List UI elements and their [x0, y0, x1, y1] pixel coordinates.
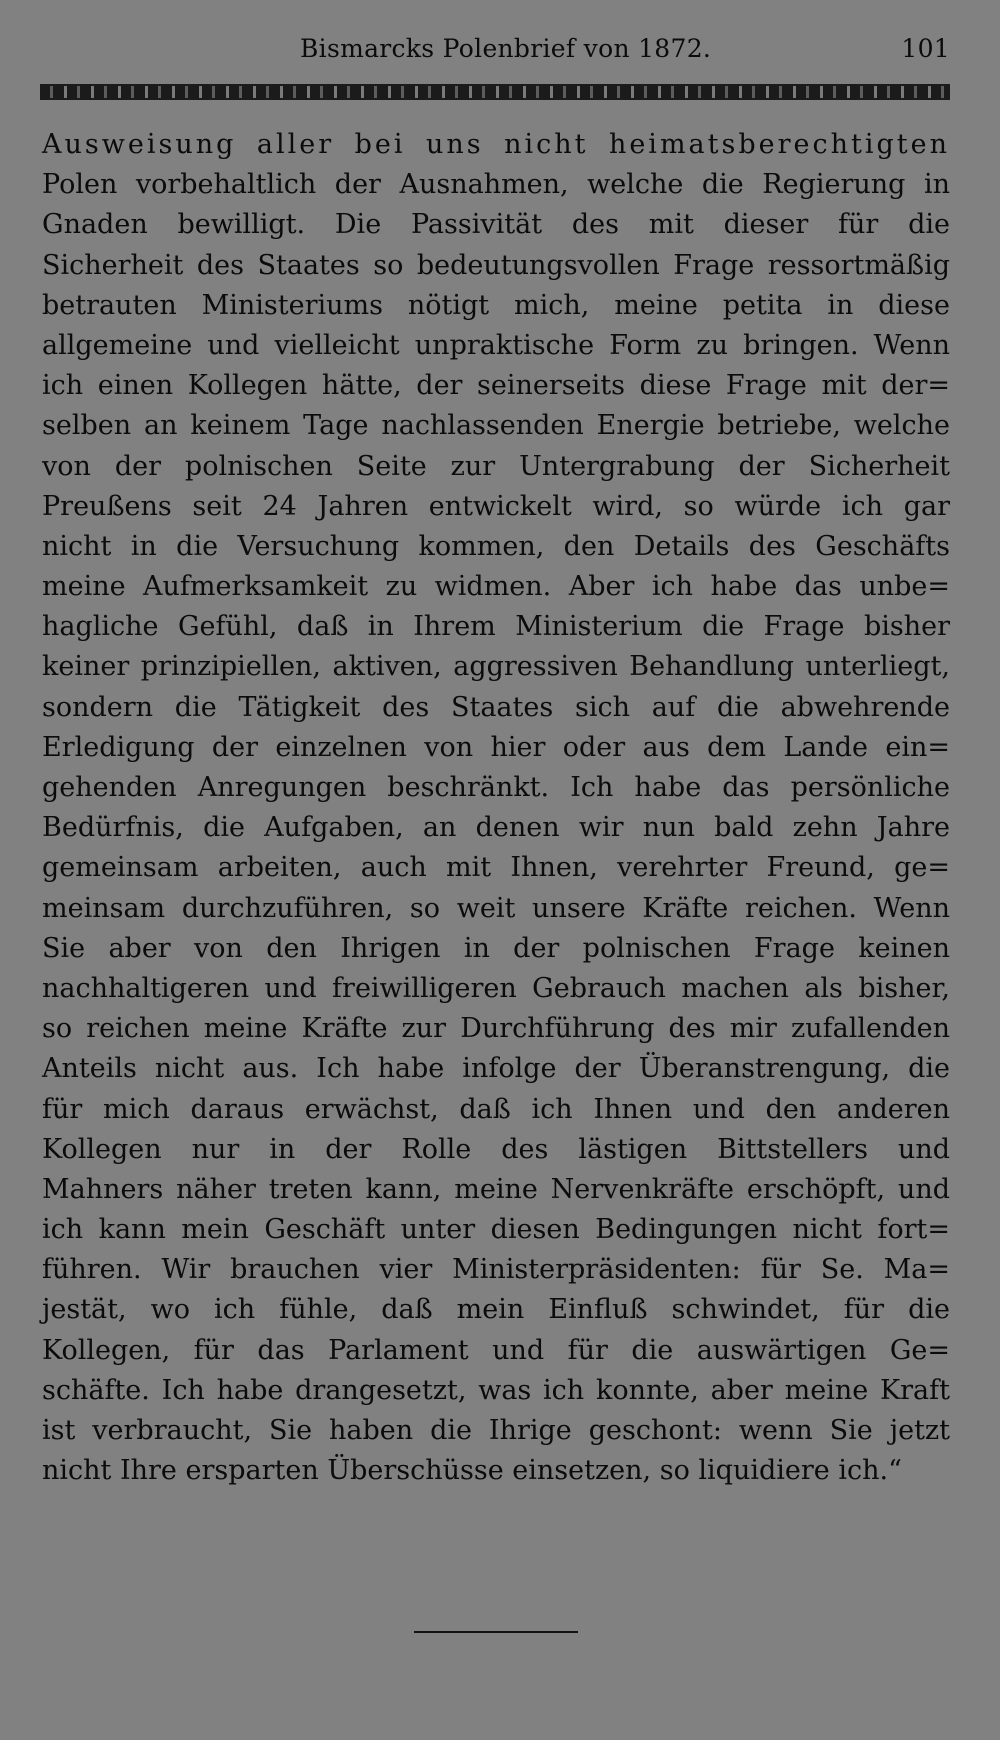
text-line: allgemeine und vielleicht unpraktische Form zu bringen. Wenn: [42, 329, 950, 361]
text-line: Sie aber von den Ihrigen in der polnischen Frage keinen: [42, 932, 950, 964]
text-line: Erledigung der einzelnen von hier oder aus dem Lande ein=: [42, 731, 950, 763]
text-line: Gnaden bewilligt. Die Passivität des mit dieser für die: [42, 209, 950, 241]
text-line: ist verbraucht, Sie haben die Ihrige geschont: wenn Sie jetzt: [42, 1415, 950, 1446]
text-line: Polen vorbehaltlich der Ausnahmen, welche die Regierung in: [42, 169, 950, 201]
running-title: Bismarcks Polenbrief von 1872.: [300, 34, 712, 63]
text-line: Anteils nicht aus. Ich habe infolge der Überanstrengung, die: [42, 1053, 950, 1085]
running-head: [290, 34, 950, 74]
ornamental-rule: [40, 84, 950, 100]
text-line: jestät, wo ich fühle, daß mein Einfluß schwindet, für die: [42, 1294, 950, 1326]
main-text-block: [42, 125, 950, 1491]
text-line: hagliche Gefühl, daß in Ihrem Ministerium die Frage bisher: [42, 611, 950, 643]
text-line: nachhaltigeren und freiwilligeren Gebrauch machen als bisher,: [42, 972, 950, 1004]
text-line: betrauten Ministeriums nötigt mich, meine petita in diese: [42, 289, 950, 321]
text-line: Bedürfnis, die Aufgaben, an denen wir nun bald zehn Jahre: [42, 812, 950, 844]
text-line: ich einen Kollegen hätte, der seinerseits diese Frage mit der=: [42, 370, 950, 402]
text-line: führen. Wir brauchen vier Ministerpräsidenten: für Se. Ma=: [42, 1254, 950, 1286]
text-line: Ausweisung aller bei uns nicht heimatsberechtigten: [42, 129, 950, 160]
page-number: 101: [901, 34, 950, 63]
text-line: Sicherheit des Staates so bedeutungsvollen Frage ressortmäßig: [42, 249, 950, 281]
text-line: gehenden Anregungen beschränkt. Ich habe das persönliche: [42, 772, 950, 803]
text-line: schäfte. Ich habe drangesetzt, was ich konnte, aber meine Kraft: [42, 1374, 950, 1406]
text-line: Kollegen, für das Parlament und für die auswärtigen Ge=: [42, 1334, 950, 1366]
text-line: für mich daraus erwächst, daß ich Ihnen und den anderen: [42, 1093, 950, 1125]
text-line: gemeinsam arbeiten, auch mit Ihnen, verehrter Freund, ge=: [42, 852, 950, 884]
text-line: nicht in die Versuchung kommen, den Details des Geschäfts: [42, 530, 950, 562]
text-line: meine Aufmerksamkeit zu widmen. Aber ich habe das unbe=: [42, 571, 950, 603]
text-line: Kollegen nur in der Rolle des lästigen Bittstellers und: [42, 1133, 950, 1165]
text-line: keiner prinzipiellen, aktiven, aggressiven Behandlung unterliegt,: [42, 651, 950, 683]
text-line: Mahners näher treten kann, meine Nervenkräfte erschöpft, und: [42, 1173, 950, 1205]
text-line: so reichen meine Kräfte zur Durchführung des mir zufallenden: [42, 1013, 950, 1045]
text-line: selben an keinem Tage nachlassenden Energie betriebe, welche: [42, 410, 950, 442]
text-line: meinsam durchzuführen, so weit unsere Kräfte reichen. Wenn: [42, 892, 950, 924]
text-line: von der polnischen Seite zur Untergrabung der Sicherheit: [42, 450, 950, 482]
text-line: nicht Ihre ersparten Überschüsse einsetzen, so liquidiere ich.“: [42, 1455, 902, 1487]
text-line: sondern die Tätigkeit des Staates sich auf die abwehrende: [42, 691, 950, 723]
text-line: ich kann mein Geschäft unter diesen Bedingungen nicht fort=: [42, 1214, 950, 1246]
text-line: Preußens seit 24 Jahren entwickelt wird, so würde ich gar: [42, 490, 950, 522]
bottom-rule: [414, 1631, 578, 1633]
